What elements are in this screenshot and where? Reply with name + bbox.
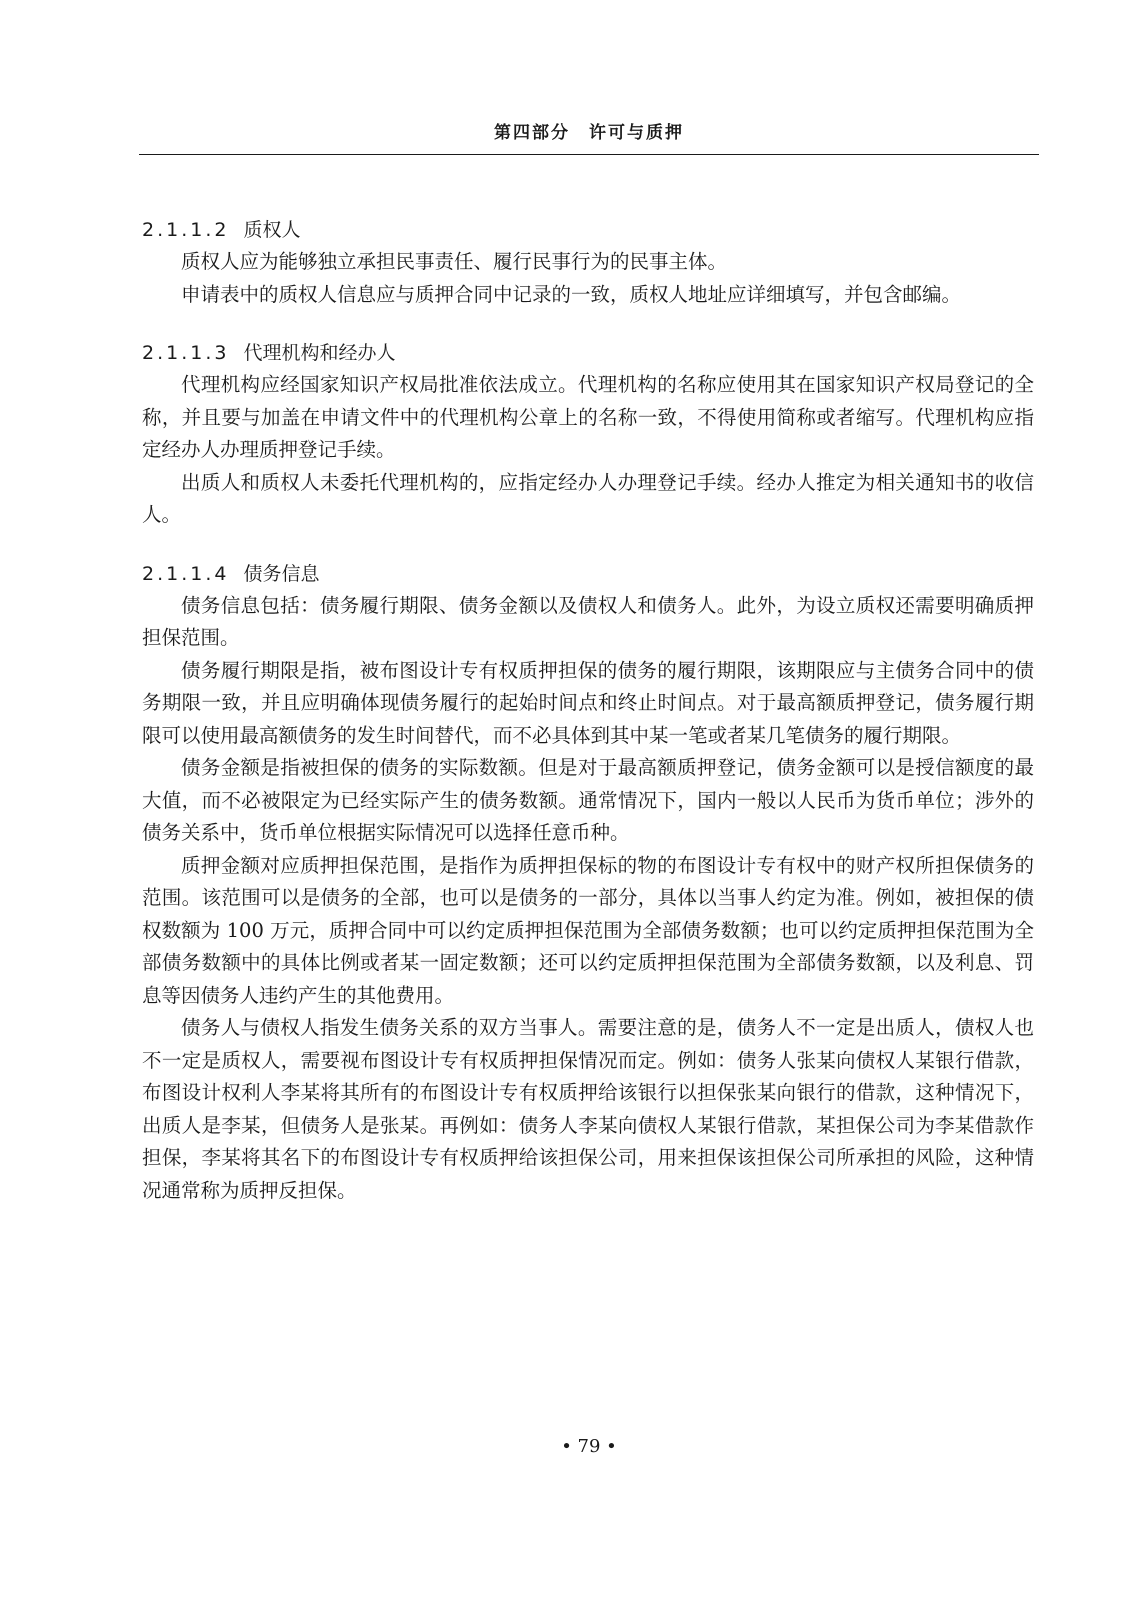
section-title: 代理机构和经办人 [243,342,396,364]
section-number: 2.1.1.4 [142,562,230,585]
paragraph: 申请表中的质权人信息应与质押合同中记录的一致，质权人地址应详细填写，并包含邮编。 [181,282,962,306]
section-pledgee [142,214,1034,311]
header-divider [139,154,1039,155]
section-title: 债务信息 [243,562,320,585]
section-agency-and-handler [142,337,1034,532]
section-debt-information [142,558,1034,1208]
paragraph: 质权人应为能够独立承担民事责任、履行民事行为的民事主体。 [181,250,728,273]
paragraph: 代理机构应经国家知识产权局批准依法成立。代理机构的名称应使用其在国家知识产权局登记的全称，并且要与加盖在申请文件中的代理机构公章上的名称一致，不得使用简称或者缩写。代理机构应指定经办人办理质押登记手续。 [142,373,1034,461]
section-heading [142,214,1034,246]
section-number: 2.1.1.2 [142,219,230,241]
paragraph: 债务履行期限是指，被布图设计专有权质押担保的债务的履行期限，该期限应与主债务合同中的债务期限一致，并且应明确体现债务履行的起始时间点和终止时间点。对于最高额质押登记，债务履行期限可以使用最高额债务的发生时间替代，而不必具体到其中某一笔或者某几笔债务的履行期限。 [142,658,1034,747]
paragraph: 债务金额是指被担保的债务的实际数额。但是对于最高额质押登记，债务金额可以是授信额度的最大值，而不必被限定为已经实际产生的债务数额。通常情况下，国内一般以人民币为货币单位；涉外的债务关系中，货币单位根据实际情况可以选择任意币种。 [142,756,1034,844]
running-header: 第四部分 许可与质押 [494,123,684,143]
paragraph: 债务信息包括：债务履行期限、债务金额以及债权人和债务人。此外，为设立质权还需要明确质押担保范围。 [142,593,1034,649]
paragraph: 质押金额对应质押担保范围，是指作为质押担保标的物的布图设计专有权中的财产权所担保债务的范围。该范围可以是债务的全部，也可以是债务的一部分，具体以当事人约定为准。例如，被担保的债权数额为 100 万元，质押合同中可以约定质押担保范围为全部债务数额；也可以约定质押担保范围为全部债务数额中的具体比例或者某一固定数额；还可以约定质押担保范围为全部债务数额，以及利息、罚息等因债务人违约产生的其他费用。 [142,853,1034,1007]
paragraph: 出质人和质权人未委托代理机构的，应指定经办人办理登记手续。经办人推定为相关通知书的收信人。 [142,470,1034,526]
section-title: 质权人 [243,219,301,241]
section-heading [142,558,1034,590]
paragraph: 债务人与债权人指发生债务关系的双方当事人。需要注意的是，债务人不一定是出质人，债权人也不一定是质权人，需要视布图设计专有权质押担保情况而定。例如：债务人张某向债权人某银行借款，布图设计权利人李某将其所有的布图设计专有权质押给该银行以担保张某向银行的借款，这种情况下，出质人是李某，但债务人是张某。再例如：债务人李某向债权人某银行借款，某担保公司为李某借款作担保，李某将其名下的布图设计专有权质押给该担保公司，用来担保该担保公司所承担的风险，这种情况通常称为质押反担保。 [142,1016,1034,1202]
section-number: 2.1.1.3 [142,342,230,364]
page-body [142,214,1034,1233]
section-heading [142,337,1034,369]
page-number: • 79 • [561,1436,617,1457]
